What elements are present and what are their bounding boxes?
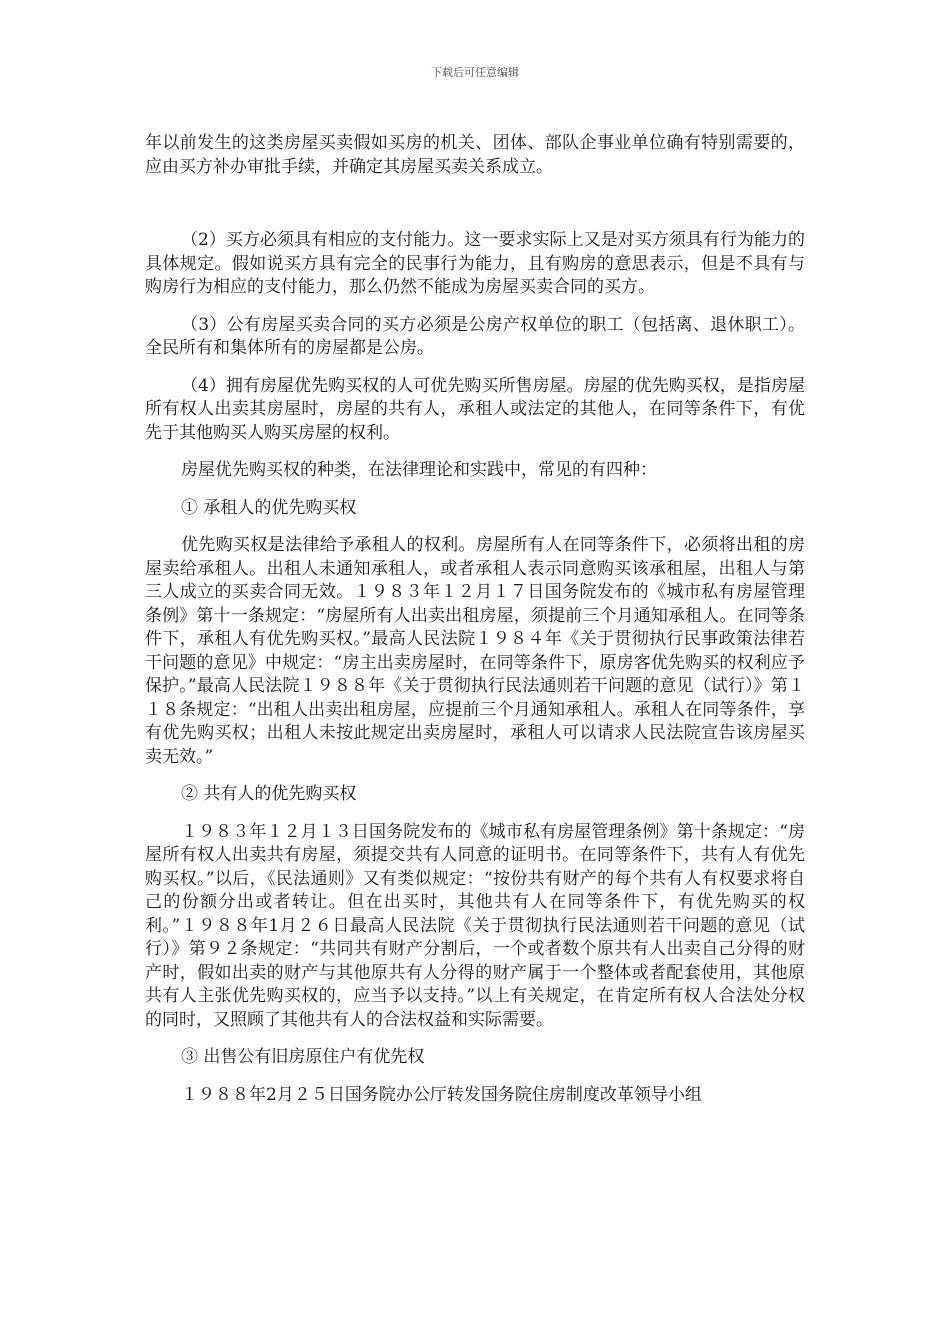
section-heading-tenant: ① 承租人的优先购买权 — [181, 497, 357, 518]
paragraph-types-intro: 房屋优先购买权的种类，在法律理论和实践中，常见的有四种： — [181, 460, 657, 480]
paragraph-item-2: （2）买方必须具有相应的支付能力。这一要求实际上又是对买方须具有行为能力的具体规定。假如说买方具有完全的民事行为能力，且有购房的意思表示，但是不具有与购房行为相应的支付能力，那么仍然不能成为房屋买卖合同的买方。 — [145, 230, 805, 297]
paragraph-item-3: （3）公有房屋买卖合同的买方必须是公房产权单位的职工（包括离、退休职工）。全民所有和集体所有的房屋都是公房。 — [145, 314, 805, 358]
page-header: 下载后可任意编辑 — [431, 66, 519, 79]
section-heading-public-housing: ③ 出售公有旧房原住户有优先权 — [181, 1047, 425, 1067]
paragraph-public-housing: １９８８年2月２５日国务院办公厅转发国务院住房制度改革领导小组 — [181, 1084, 702, 1105]
section-heading-co-owner: ② 共有人的优先购买权 — [181, 784, 357, 804]
paragraph-tenant-right: 优先购买权是法律给予承租人的权利。房屋所有人在同等条件下，必须将出租的房屋卖给承租人。出租人未通知承租人，或者承租人表示同意购买该承租屋，出租人与第三人成立的买卖合同无效。１９８３年１２月１７日国务院发布的《城市私有房屋管理条例》第十一条规定：“房屋所有人出卖出租房屋，须提前三个月通知承租人。在同等条件下，承租人有优先购买权。”最高人民法院１９８４年《关于贯彻执行民事政策法律若干问题的意见》中规定：“房主出卖房屋时，在同等条件下，原房客优先购买的权利应予保护。”最高人民法院１９８８年《关于贯彻执行民法通则若干问题的意见（试行）》第１１８条规定：“出租人出卖出租房屋，应提前三个月通知承租人。承租人在同等条件，享有优先购买权；出租人未按此规定出卖房屋时，承租人可以请求人民法院宣告该房屋买卖无效。” — [145, 535, 805, 767]
paragraph-continued: 年以前发生的这类房屋买卖假如买房的机关、团体、部队企事业单位确有特别需要的，应由买方补办审批手续，并确定其房屋买卖关系成立。 — [145, 133, 805, 177]
paragraph-co-owner-right: １９８３年１２月１３日国务院发布的《城市私有房屋管理条例》第十条规定：“房屋所有权人出卖共有房屋，须提交共有人同意的证明书。在同等条件下，共有人有优先购买权。”以后，《民法通则》又有类似规定：“按份共有财产的每个共有人有权要求将自己的份额分出或者转让。但在出买时，其他共有人在同等条件下，有优先购买的权利。”１９８８年1月２６日最高人民法院《关于贯彻执行民法通则若干问题的意见（试行）》第９２条规定：“共同共有财产分割后，一个或者数个原共有人出卖自己分得的财产时，假如出卖的财产与其他原共有人分得的财产属于一个整体或者配套使用，其他原共有人主张优先购买权的，应当予以支持。”以上有关规定，在肯定所有权人合法处分权的同时，又照顾了其他共有人的合法权益和实际需要。 — [145, 821, 805, 1030]
paragraph-item-4: （4）拥有房屋优先购买权的人可优先购买所售房屋。房屋的优先购买权，是指房屋所有权人出卖其房屋时，房屋的共有人，承租人或法定的其他人，在同等条件下，有优先于其他购买人购买房屋的权利。 — [145, 375, 805, 443]
document-body — [145, 132, 805, 1121]
